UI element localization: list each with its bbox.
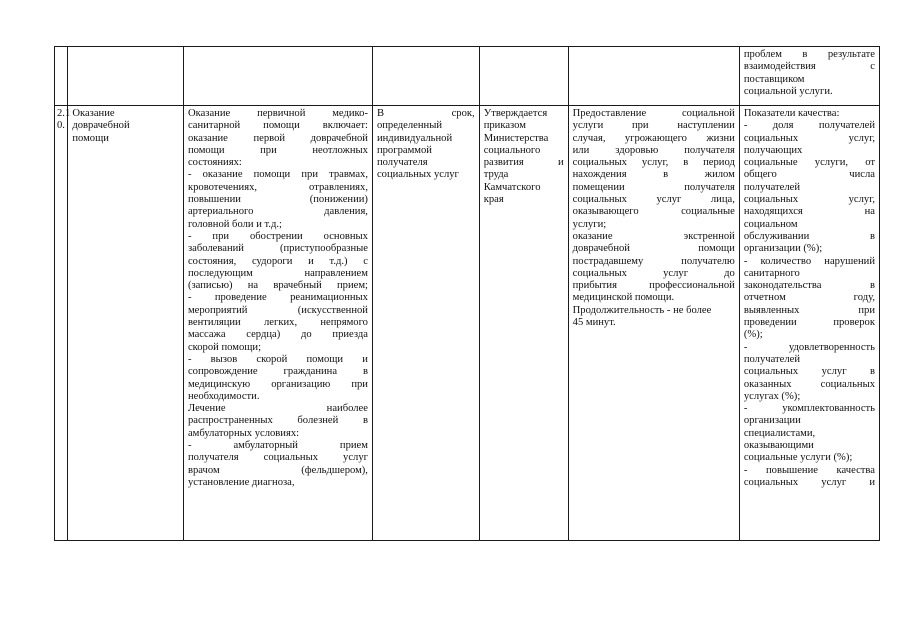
table-row [55,106,880,541]
cell-line: доврачебной помощи [572,243,735,255]
cell-line: находящихся на [743,206,875,218]
cell-line: края [483,194,504,206]
cell-line: специалистами, [743,427,816,439]
cell-line: организации (%); [743,243,823,255]
cell-line: помощи [72,132,109,144]
cell-line: скорой помощи; [187,341,262,353]
cell-line: получателя социальных услуг [187,452,368,464]
cell-line: пострадавшему получателю [572,255,735,267]
cell-line: (записью) на врачебный прием; [187,280,368,292]
cell-line: выявленных при [743,304,875,316]
cell-line: индивидуальной [376,132,453,144]
cell-line: социальном [743,218,798,230]
cell-line: социального [483,144,541,156]
cell-line: распространенных болезней в [187,415,368,427]
cell-line: - проведение реанимационных [187,292,368,304]
cell-line: законодательства в [743,280,875,292]
cell-line: оказанных социальных [743,378,875,390]
cell-line: доврачебной [72,120,130,132]
cell-term [372,47,479,106]
cell-line: труда [483,169,509,181]
cell-content [183,47,372,106]
cell-line: необходимости. [187,390,260,402]
cell-line: массажа сердца) до приезда [187,329,368,341]
cell-line: прибытия профессиональной [572,280,735,292]
cell-line: состояния, судороги и т.д.) с [187,255,368,267]
cell-line: - количество нарушений [743,255,875,267]
cell-line: социальных услуг, [743,132,875,144]
cell-line: вентиляции легких, непрямого [187,317,368,329]
cell-line: социальных услуг, [743,194,875,206]
cell-line: Оказание [72,108,115,119]
cell-line: - повышение качества [743,464,875,476]
cell-line: головной боли и т.д.; [187,218,282,230]
cell-line: обслуживании в [743,230,875,242]
cell-line: программой [376,144,432,156]
cell-line: сопровождение гражданина в [187,366,368,378]
cell-line: Предоставление социальной [572,108,735,119]
cell-conditions [568,106,739,541]
cell-line: социальные услуги, от [743,157,875,169]
cell-quality [739,106,879,541]
cell-line: социальных услуг, в период [572,157,735,169]
cell-line: установление диагноза, [187,476,295,488]
cell-line: последующим направлением [187,267,368,279]
cell-line: - вызов скорой помощи и [187,353,368,365]
cell-line: врачом (фельдшером), [187,464,368,476]
cell-line: оказывающими [743,440,814,452]
services-table [54,46,880,541]
cell-line: социальных услуг до [572,267,735,279]
cell-content [183,106,372,541]
cell-line: оказание экстренной [572,230,735,242]
table-row [55,47,880,106]
cell-line: заболеваний (приступообразные [187,243,368,255]
cell-line: организации [743,415,801,427]
cell-line: получающих [743,144,803,156]
cell-line: 45 минут. [572,317,616,329]
cell-line: отчетном году, [743,292,875,304]
cell-line: развития и [483,157,564,169]
cell-line: повышении (понижении) [187,194,368,206]
cell-line: помощи при неотложных [187,144,368,156]
cell-line: - оказание помощи при травмах, [187,169,368,181]
cell-line: кровотечениях, отравлениях, [187,181,368,193]
cell-number [55,47,68,106]
cell-number [55,106,71,541]
cell-name [68,47,184,106]
cell-line: амбулаторных условиях: [187,427,300,439]
cell-line: получателя [376,157,428,169]
cell-line: санитарной помощи включает: [187,120,368,132]
cell-line: проблем в результате [743,49,875,60]
cell-norm [479,47,568,106]
cell-line: социальных услуг в [743,366,875,378]
cell-line: (%); [743,329,763,341]
cell-line: состояниях: [187,157,242,169]
cell-conditions [568,47,739,106]
cell-line: помещении получателя [572,181,735,193]
cell-line: получателей [743,181,801,193]
cell-line: социальных услуг лица, [572,194,735,206]
cell-line: 0. [57,120,65,132]
cell-quality [739,47,879,106]
cell-line: оказание первой доврачебной [187,132,368,144]
cell-line: оказывающего социальные [572,206,735,218]
cell-line: медицинской помощи. [572,292,675,304]
cell-line: определенный [376,120,443,132]
cell-line: - укомплектованность [743,403,875,415]
cell-line: услуги; [572,218,607,230]
cell-line: медицинскую организацию при [187,378,368,390]
cell-line: общего числа [743,169,875,181]
cell-line: поставщиком [743,73,805,85]
cell-line: Оказание первичной медико- [187,108,368,119]
cell-line: случая, угрожающего жизни [572,132,735,144]
cell-line: Продолжительность - не более [572,304,712,316]
cell-line: социальных услуг и [743,476,875,488]
cell-line: - доля получателей [743,120,875,132]
cell-line: Лечение наиболее [187,403,368,415]
cell-line: - амбулаторный прием [187,440,368,452]
cell-line: мероприятий (искусственной [187,304,368,316]
cell-line: приказом [483,120,526,132]
cell-line: социальные услуги (%); [743,452,853,464]
cell-line: или здоровью получателя [572,144,735,156]
cell-line: В срок, [376,108,475,119]
cell-line: получателей [743,353,801,365]
cell-line: проведении проверок [743,317,875,329]
cell-line: Камчатского [483,181,541,193]
cell-norm [479,106,568,541]
cell-line: услугах (%); [743,390,801,402]
cell-line: 2.1 [57,108,71,119]
cell-line: - удовлетворенность [743,341,875,353]
cell-line: санитарного [743,267,800,279]
cell-line: социальных услуг [376,169,459,181]
cell-line: Показатели качества: [743,108,840,119]
cell-line: услуги при наступлении [572,120,735,132]
cell-term [372,106,479,541]
cell-line: - при обострении основных [187,230,368,242]
cell-name [68,106,184,541]
cell-line: артериального давления, [187,206,368,218]
cell-line: взаимодействия с [743,61,875,73]
cell-line: нахождения в жилом [572,169,735,181]
cell-line: Министерства [483,132,549,144]
cell-line: социальной услуги. [743,85,833,97]
cell-line: Утверждается [483,108,548,119]
